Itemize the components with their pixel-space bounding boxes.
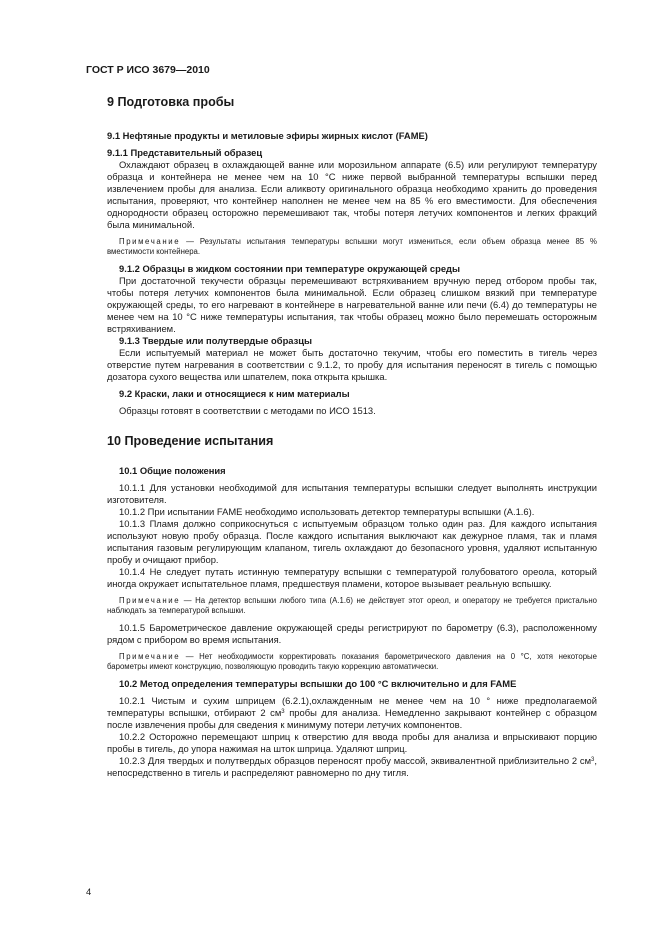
paragraph-10-2-1 [107, 695, 597, 731]
paragraph-10-1-3: 10.1.3 Пламя должно соприкоснуться с испытуемым образцом только один раз. Для каждого испытания используют новую пробу образца. После каждого испытания выключают как дежурное пламя, так и пламя испытания газовым регулирующим клапаном, тигель охлаждают до безопасного уровня, удаляют испытанную пробу и очищают прибор. [107, 518, 597, 565]
page-content [107, 94, 597, 779]
note-1-text: — Результаты испытания температуры вспышки могут измениться, если объем образца менее 85 % вместимости контейнера. [107, 237, 597, 256]
section-9-2-text: Образцы готовят в соответствии с методами по ИСО 1513. [119, 405, 376, 416]
paragraph-10-1-5: 10.1.5 Барометрическое давление окружающей среды регистрируют по барометру (6.3), расположенному рядом с прибором во время испытания. [107, 622, 597, 645]
note-2-label: Примечание [119, 596, 181, 605]
section-9-1-2-text: При достаточной текучести образцы перемешивают встряхиванием вручную перед отбором пробы так, чтобы потеря летучих компонентов была минимальной. Если образец слишком вязкий при температуре окружающей среды, то его нагревают в контейнере в нагревательной ванне или печи (6.4) до температуры не менее чем на 10 °С ниже температуры испытания, так чтобы образец можно было перемешать осторожным встряхиванием. [107, 275, 597, 334]
note-3-text: — Нет необходимости корректировать показания барометрического давления на 0 °С, хотя некоторые барометры имеют конструкцию, позволяющую проводить такую коррекцию автоматически. [107, 652, 597, 671]
section-9-1-1-text: Охлаждают образец в охлаждающей ванне или морозильном аппарате (6.5) или регулируют температуру образца и контейнера не менее чем на 10 °С ниже первой выбранной температуры вспышки перед извлечением пробы для анализа. Если аликвоту оригинального образца необходимо хранить до проведения испытания, проверяют, что контейнер наполнен не менее чем на 85 % его вместимости. Для обеспечения однородности образец осторожно перемешивают так, чтобы потеря летучих компонентов и легких фракций была минимальной. [107, 159, 597, 230]
section-9-2-title: 9.2 Краски, лаки и относящиеся к ним материалы [119, 388, 350, 399]
note-2 [107, 596, 597, 616]
note-2-text: — На детектор вспышки любого типа (А.1.6) не действует этот ореол, и оператору не требуется пристально наблюдать за температурой вспышки. [107, 596, 597, 615]
section-9-1-3-title: 9.1.3 Твердые или полутвердые образцы [119, 335, 313, 346]
section-10-1-title: 10.1 Общие положения [119, 465, 226, 476]
note-3 [107, 652, 597, 672]
paragraph-10-2-3 [107, 755, 597, 779]
paragraph-10-2-2: 10.2.2 Осторожно перемещают шприц к отверстию для ввода пробы для анализа и впрыскивают порцию пробы в тигель, до упора нажимая на шток шприца. Удаляют шприц. [107, 731, 597, 754]
section-10-title: 10 Проведение испытания [107, 434, 274, 448]
paragraph-10-2-3-part-a: 10.2.3 Для твердых и полутвердых образцов переносят пробу массой, эквивалентной приблизительно 2 см [119, 755, 592, 766]
page-number: 4 [86, 886, 92, 897]
section-10-2-title: 10.2 Метод определения температуры вспышки до 100 °С включительно и для FAME [119, 678, 517, 689]
note-3-label: Примечание [119, 652, 181, 661]
section-9-1-title: 9.1 Нефтяные продукты и метиловые эфиры жирных кислот (FAME) [107, 130, 428, 141]
section-9-title: 9 Подготовка пробы [107, 95, 235, 109]
section-9-1-2-title: 9.1.2 Образцы в жидком состоянии при температуре окружающей среды [119, 263, 461, 274]
paragraph-10-2-1-part-b: пробы для анализа. Немедленно закрывают контейнер с образцом после извлечения пробы для сведения к минимуму потери летучих компонентов. [107, 707, 597, 730]
cubic-superscript: 3 [591, 757, 595, 763]
paragraph-10-2-3-part-b: , непосредственно в тигель и распределяют равномерно по дну тигля. [107, 755, 597, 778]
paragraph-10-1-2: 10.1.2 При испытании FAME необходимо использовать детектор температуры вспышки (А.1.6). [119, 506, 535, 517]
paragraph-10-1-1: 10.1.1 Для установки необходимой для испытания температуры вспышки следует выполнять инструкции изготовителя. [107, 482, 597, 505]
section-9-1-3-text: Если испытуемый материал не может быть достаточно текучим, чтобы его поместить в тигель через отверстие путем нагревания в соответствии с 9.1.2, то пробу для испытания переносят в тигель с помощью дозатора сухого вещества или шпателем, пока открыта крышка. [107, 347, 597, 382]
note-1 [107, 237, 597, 257]
section-9-1-1-title: 9.1.1 Представительный образец [107, 147, 263, 158]
paragraph-10-1-4: 10.1.4 Не следует путать истинную температуру вспышки с температурой голубоватого ореола, который иногда окружает испытательное пламя, предшествуя пламени, которое вызывает реальную вспышку. [107, 566, 597, 589]
paragraph-10-2-1-part-a: 10.2.1 Чистым и сухим шприцем (6.2.1),охлажденным не менее чем на 10 ° ниже предполагаемой температуры вспышки, отбирают 2 см [107, 695, 597, 718]
cubic-superscript: 3 [281, 709, 285, 715]
document-header: ГОСТ Р ИСО 3679—2010 [86, 64, 210, 76]
note-1-label: Примечание [119, 237, 181, 246]
